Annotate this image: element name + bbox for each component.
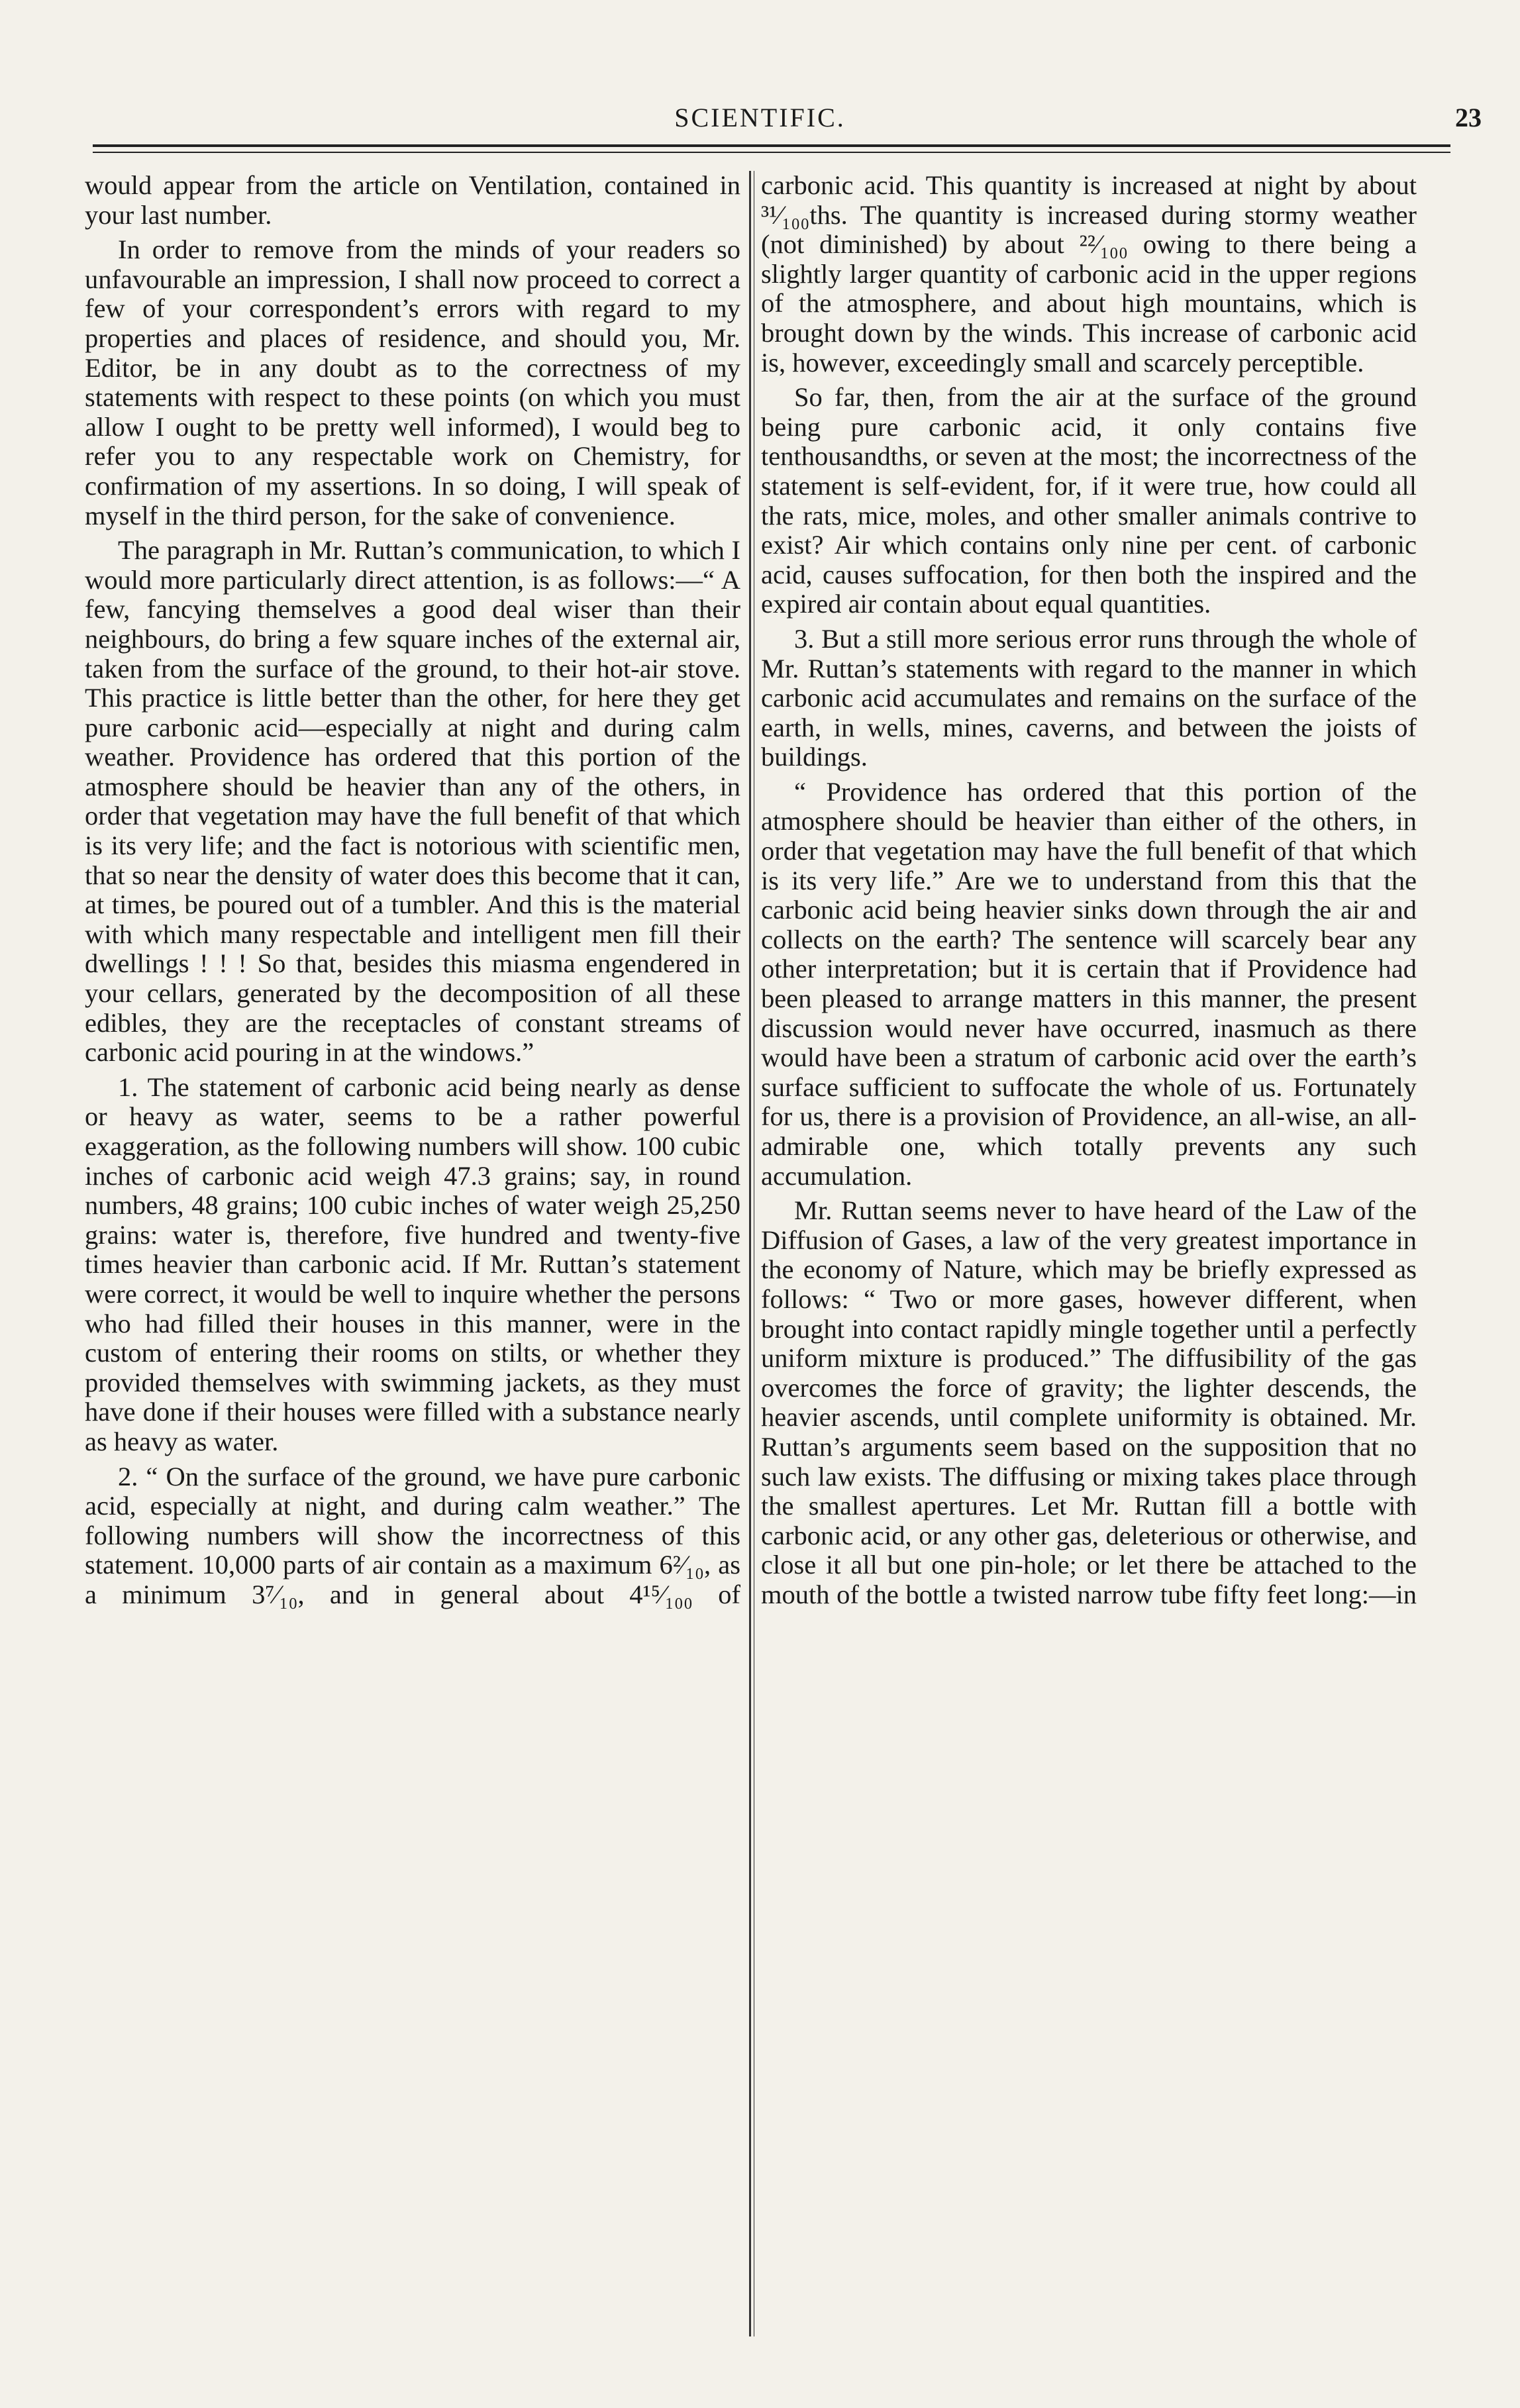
paragraph: would appear from the article on Ventilation, contained in your last number.	[85, 170, 740, 230]
paragraph: 3. But a still more serious error runs through the whole of Mr. Ruttan’s statements with regard to the manner in which carbonic acid accumulates and remains on the surface of the earth, in wells, mines, caverns, and between the joists of buildings.	[761, 623, 1417, 772]
paragraph: The paragraph in Mr. Ruttan’s communication, to which I would more particularly direct attention, is as follows:—“ A few, fancying themselves a good deal wiser than their neighbours, do bring a few square inches of the external air, taken from the surface of the ground, to their hot-air stove. This practice is little better than the other, for here they get pure carbonic acid—especially at night and during calm weather. Providence has ordered that this portion of the atmosphere should be heavier than any of the others, in order that vegetation may have the full benefit of that which is its very life; and the fact is notorious with scientific men, that so near the density of water does this become that it can, at times, be poured out of a tumbler. And this is the material with which many respectable and intelligent men fill their dwellings ! ! ! So that, besides this miasma engendered in your cellars, generated by the decomposition of all these edibles, they are the receptacles of constant streams of carbonic acid pouring in at the windows.”	[85, 535, 740, 1068]
paragraph: Mr. Ruttan seems never to have heard of the Law of the Diffusion of Gases, a law of the very greatest importance in the economy of Nature, which may be briefly expressed as follows: “ Two or more gases, however different, when brought into contact rapidly mingle together until a perfectly uniform mixture is produced.” The diffusibility of the gas overcomes the force of gravity; the lighter descends, the heavier ascends, until complete uniformity is obtained. Mr. Ruttan’s arguments seem based on the supposition that no such law exists. The diffusing or mixing takes place through the smallest apertures. Let Mr. Ruttan fill a bottle with carbonic acid, or any other gas, deleterious or otherwise, and close it all but one pin-hole; or let there be attached to the mouth of the bottle a twisted narrow tube fifty feet long:—in	[761, 1195, 1417, 1609]
paragraph: 1. The statement of carbonic acid being nearly as dense or heavy as water, seems to be a rather powerful exaggeration, as the following numbers will show. 100 cubic inches of carbonic acid weigh 47.3 grains; say, in round numbers, 48 grains; 100 cubic inches of water weigh 25,250 grains: water is, therefore, five hundred and twenty-five times heavier than carbonic acid. If Mr. Ruttan’s statement were correct, it would be well to inquire whether the persons who had filled their houses in this manner, were in the custom of entering their rooms on stilts, or whether they provided themselves with swimming jackets, as they must have done if their houses were filled with a substance nearly as heavy as water.	[85, 1072, 740, 1456]
paragraph: In order to remove from the minds of your readers so unfavourable an impression, I shall now proceed to correct a few of your correspondent’s errors with regard to my properties and places of residence, and should you, Mr. Editor, be in any doubt as to the correctness of my statements with respect to these points (on which you must allow I ought to be pretty well informed), I would beg to refer you to any respectable work on Chemistry, for confirmation of my assertions. In so doing, I will speak of myself in the third person, for the sake of convenience.	[85, 234, 740, 530]
left-column	[85, 171, 740, 1615]
paragraph: 2. “ On the surface of the ground, we have pure carbonic acid, especially at night, and during calm weather.” The following numbers will show the incorrectness of this statement. 10,000 parts of air contain as a maximum 6²⁄₁₀, as a minimum 3⁷⁄₁₀, and in general about 4¹⁵⁄₁₀₀ of	[85, 1461, 740, 1609]
running-title: SCIENTIFIC.	[674, 103, 846, 132]
column-divider	[749, 171, 751, 2336]
running-head	[0, 98, 1520, 138]
right-column	[761, 171, 1417, 1615]
header-rule-thin	[93, 152, 1450, 153]
paragraph: So far, then, from the air at the surface of the ground being pure carbonic acid, it only contains five tenthousandths, or seven at the most; the incorrectness of the statement is self-evident, for, if it were true, how could all the rats, mice, moles, and other smaller animals contrive to exist? Air which contains only nine per cent. of carbonic acid, causes suffocation, for then both the inspired and the expired air contain about equal quantities.	[761, 382, 1417, 619]
paragraph: carbonic acid. This quantity is increased at night by about ³¹⁄₁₀₀ths. The quantity is increased during stormy weather (not diminished) by about ²²⁄₁₀₀ owing to there being a slightly larger quantity of carbonic acid in the upper regions of the atmosphere, and about high mountains, which is brought down by the winds. This increase of carbonic acid is, however, exceedingly small and scarcely perceptible.	[761, 170, 1417, 377]
header-rule	[93, 144, 1450, 147]
page-number: 23	[1455, 103, 1482, 132]
paragraph: “ Providence has ordered that this portion of the atmosphere should be heavier than either of the others, in order that vegetation may have the full benefit of that which is its very life.” Are we to understand from this that the carbonic acid being heavier sinks down through the air and collects on the earth? The sentence will scarcely bear any other interpretation; but it is certain that if Providence had been pleased to arrange matters in this manner, the present discussion would never have occurred, inasmuch as there would have been a stratum of carbonic acid over the earth’s surface sufficient to suffocate the whole of us. Fortunately for us, there is a provision of Providence, an all-wise, an all-admirable one, which totally prevents any such accumulation.	[761, 776, 1417, 1191]
